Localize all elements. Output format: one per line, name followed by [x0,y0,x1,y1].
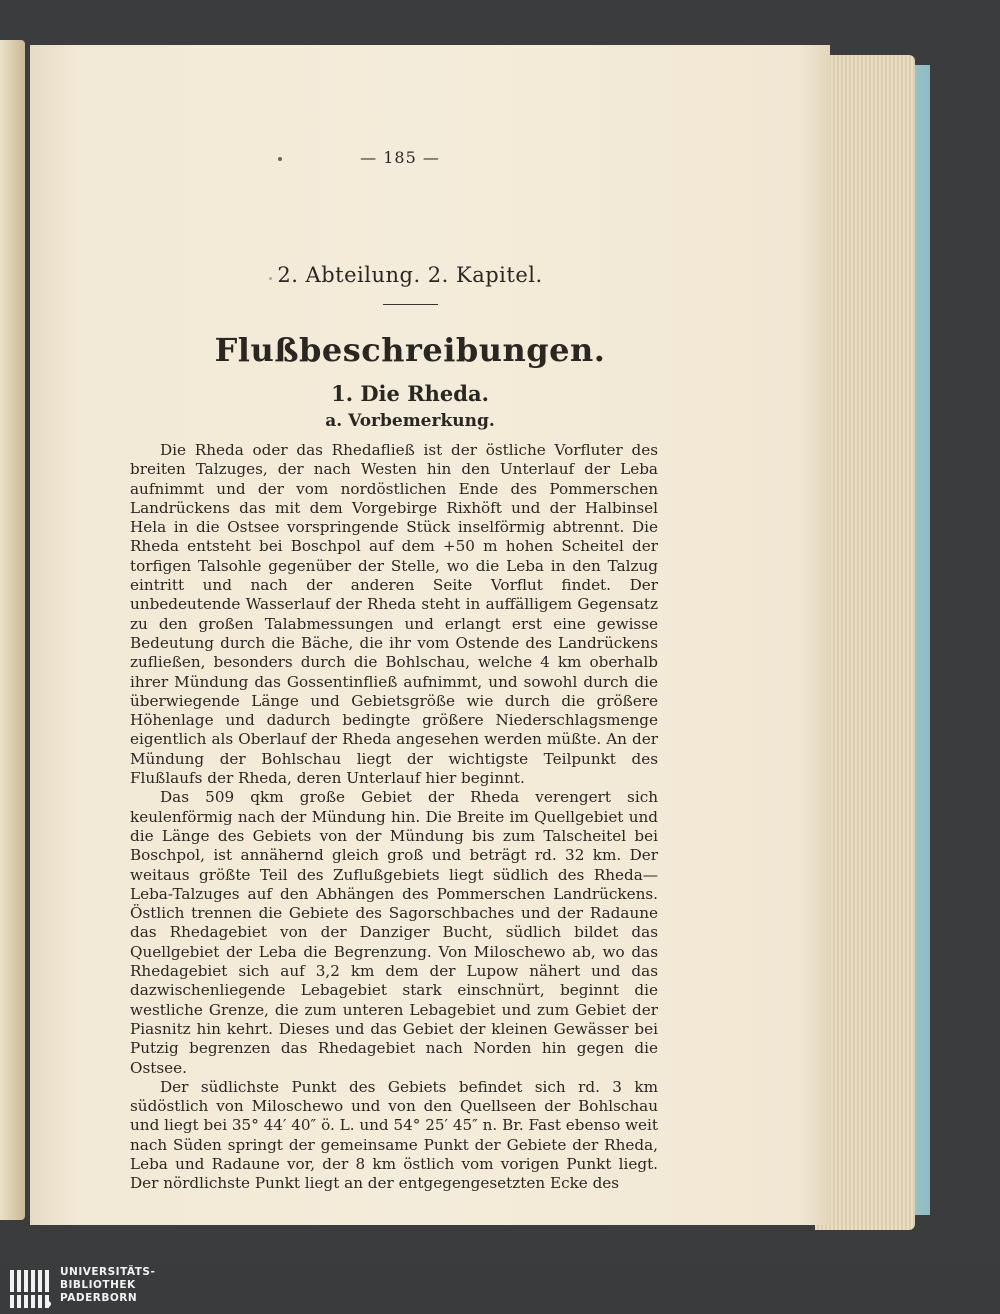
river-heading: 1. Die Rheda. [331,381,489,406]
paragraph: Die Rheda oder das Rhedafließ ist der östliche Vorfluter des breiten Talzuges, der nach Westen hin den Unterlauf der Leba aufnimmt und der vom nordöstlichen Ende des Pommerschen Landrückens das mit dem Vorgebirge Rixhöft und der Halbinsel Hela in die Ostsee vorspringende Stück inselförmig abtrennt. Die Rheda entsteht bei Boschpol auf dem +50 m hohen Scheitel der torfigen Talsohle gegenüber der Stelle, wo die Leba in den Talzug eintritt und nach der anderen Seite Vorflut findet. Der unbedeutende Wasserlauf der Rheda steht in auffälligem Gegensatz zu den großen Talabmessungen und erlangt erst eine gewisse Bedeutung durch die Bäche, die ihr vom Ostende des Landrückens zufließen, besonders durch die Bohlschau, welche 4 km oberhalb ihrer Mündung das Gossentinfließ aufnimmt, und sowohl durch die überwiegende Länge und Gebietsgröße wie durch die größere Höhenlage und dadurch bedingte größere Niederschlagsmenge eigentlich als Oberlauf der Rheda angesehen werden müßte. An der Mündung der Bohlschau liegt der wichtigste Teilpunkt des Flußlaufs der Rheda, deren Unterlauf hier beginnt. [130,441,658,788]
left-page-edge [0,40,25,1220]
heading-rule [383,304,438,305]
chapter-title: Flußbeschreibungen. [214,331,606,369]
section-heading: 2. Abteilung. 2. Kapitel. [277,263,543,287]
subsection-heading: a. Vorbemerkung. [325,411,495,431]
logo-line: PADERBORN [60,1292,138,1304]
paragraph: Das 509 qkm große Gebiet der Rheda verengert sich keulenförmig nach der Mündung hin. Die Breite im Quellgebiet und die Länge des Gebiets von der Mündung bis zum Talscheitel bei Boschpol, ist annähernd gleich groß und beträgt rd. 32 km. Der weitaus größte Teil des Zuflußgebiets liegt südlich des Rheda—Leba-Talzuges auf den Abhängen des Pommerschen Landrückens. Östlich trennen die Gebiete des Sagorschbaches und der Radaune das Rhedagebiet von der Danziger Bucht, südlich bildet das Quellgebiet der Leba die Begrenzung. Von Miloschewo ab, wo das Rhedagebiet sich auf 3,2 km dem der Lupow nähert und das dazwischenliegende Lebagebiet stark einschnürt, beginnt die westliche Grenze, die zum unteren Lebagebiet und zum Gebiet der Piasnitz hin kehrt. Dieses und das Gebiet der kleinen Gewässer bei Putzig begrenzen das Rhedagebiet nach Norden hin gegen die Ostsee. [130,788,658,1077]
logo-line: UNIVERSITÄTS- [60,1266,156,1278]
paragraph: Der südlichste Punkt des Gebiets befindet sich rd. 3 km südöstlich von Miloschewo und von den Quellseen der Bohlschau und liegt bei 35° 44′ 40″ ö. L. und 54° 25′ 45″ n. Br. Fast ebenso weit nach Süden springt der gemeinsame Punkt der Gebiete der Rheda, Leba und Radaune vor, der 8 km östlich vom vorigen Punkt liegt. Der nördlichste Punkt liegt an der entgegengesetzten Ecke des [130,1077,658,1193]
page-stack-edges [815,55,915,1230]
logo-line: BIBLIOTHEK [60,1279,136,1291]
library-logo-icon [8,1266,54,1312]
library-logo-text [60,1266,155,1305]
body-text [130,441,658,1194]
page-number: — 185 — [360,148,440,167]
book-page [30,45,830,1225]
